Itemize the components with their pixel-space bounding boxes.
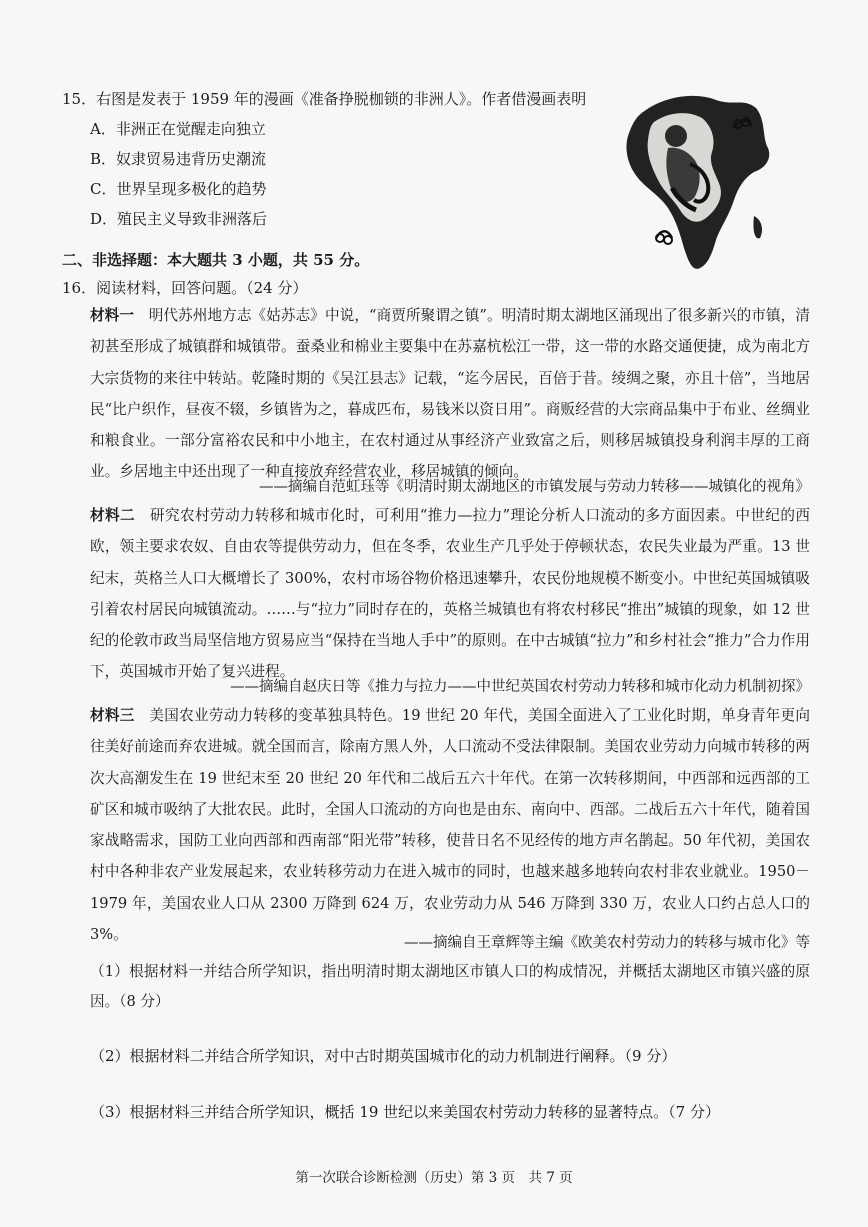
material-1 [90, 300, 810, 488]
q15-option-c: C．世界呈现多极化的趋势 [90, 180, 267, 198]
material-2 [90, 500, 810, 688]
africa-cartoon-image [616, 88, 776, 278]
section-2-heading: 二、非选择题：本大题共 3 小题，共 55 分。 [62, 251, 370, 269]
page-footer: 第一次联合诊断检测（历史）第 3 页 共 7 页 [295, 1170, 573, 1186]
material-3-label: 材料三 [90, 707, 135, 724]
sub-question-3: （3）根据材料三并结合所学知识，概括 19 世纪以来美国农村劳动力转移的显著特点。（7 分） [90, 1103, 720, 1121]
material-1-label: 材料一 [90, 307, 135, 324]
q15-stem: 15．右图是发表于 1959 年的漫画《准备挣脱枷锁的非洲人》。作者借漫画表明 [62, 90, 587, 108]
q15-option-a: A．非洲正在觉醒走向独立 [90, 120, 266, 138]
material-3-text: 美国农业劳动力转移的变革独具特色。19 世纪 20 年代，美国全面进入了工业化时期，单身青年更向往美好前途而弃农进城。就全国而言，除南方黑人外，人口流动不受法律限制。美国农业劳动力向城市转移的两次大高潮发生在 19 世纪末至 20 世纪 20 年代和二战后五六十年代。在第一次转移期间，中西部和远西部的工矿区和城市吸纳了大批农民。此时，全国人口流动的方向也是由东、南向中、西部。二战后五六十年代，随着国家战略需求，国防工业向西部和西南部“阳光带”转移，使昔日名不见经传的地方声名鹊起。50 年代初，美国农村中各种非农产业发展起来，农业转移劳动力在进入城市的同时，也越来越多地转向农村非农业就业。1950－1979 年，美国农业人口从 2300 万降到 624 万，农业劳动力从 546 万降到 330 万，农业人口约占总人口的 3%。 [90, 707, 810, 944]
q15-option-d: D．殖民主义导致非洲落后 [90, 210, 268, 228]
material-3-source: ——摘编自王章辉等主编《欧美农村劳动力的转移与城市化》等 [404, 935, 810, 951]
material-2-label: 材料二 [90, 507, 135, 524]
sub-question-2: （2）根据材料二并结合所学知识，对中古时期英国城市化的动力机制进行阐释。（9 分） [90, 1047, 677, 1065]
q16-stem: 16．阅读材料，回答问题。（24 分） [62, 279, 308, 297]
material-3 [90, 700, 810, 950]
material-1-source: ——摘编自范虹珏等《明清时期太湖地区的市镇发展与劳动力转移——城镇化的视角》 [259, 479, 810, 495]
material-1-text: 明代苏州地方志《姑苏志》中说，“商贾所聚谓之镇”。明清时期太湖地区涌现出了很多新兴的市镇，清初甚至形成了城镇群和城镇带。蚕桑业和棉业主要集中在苏嘉杭松江一带，这一带的水路交通便捷，成为南北方大宗货物的来往中转站。乾隆时期的《吴江县志》记载，“迄今居民，百倍于昔。绫绸之聚，亦且十倍”，当地居民“比户织作，昼夜不辍，乡镇皆为之，暮成匹布，易钱米以资日用”。商贩经营的大宗商品集中于布业、丝绸业和粮食业。一部分富裕农民和中小地主，在农村通过从事经济产业致富之后，则移居城镇投身利润丰厚的工商业。乡居地主中还出现了一种直接放弃经营农业，移居城镇的倾向。 [90, 307, 810, 481]
material-2-source: ——摘编自赵庆日等《推力与拉力——中世纪英国农村劳动力转移和城市化动力机制初探》 [230, 679, 810, 695]
material-2-text: 研究农村劳动力转移和城市化时，可利用“推力—拉力”理论分析人口流动的多方面因素。中世纪的西欧，领主要求农奴、自由农等提供劳动力，但在冬季，农业生产几乎处于停顿状态，农民失业最为严重。13 世纪末，英格兰人口大概增长了 300%，农村市场谷物价格迅速攀升，农民份地规模不断变小。中世纪英国城镇吸引着农村居民向城镇流动。……与“拉力”同时存在的，英格兰城镇也有将农村移民“推出”城镇的现象，如 12 世纪的伦敦市政当局坚信地方贸易应当“保持在当地人手中”的原则。在中古城镇“拉力”和乡村社会“推力”合力作用下，英国城市开始了复兴进程。 [90, 507, 810, 681]
sub-question-1: （1）根据材料一并结合所学知识，指出明清时期太湖地区市镇人口的构成情况，并概括太湖地区市镇兴盛的原因。（8 分） [90, 963, 810, 1010]
q15-option-b: B．奴隶贸易违背历史潮流 [90, 150, 267, 168]
